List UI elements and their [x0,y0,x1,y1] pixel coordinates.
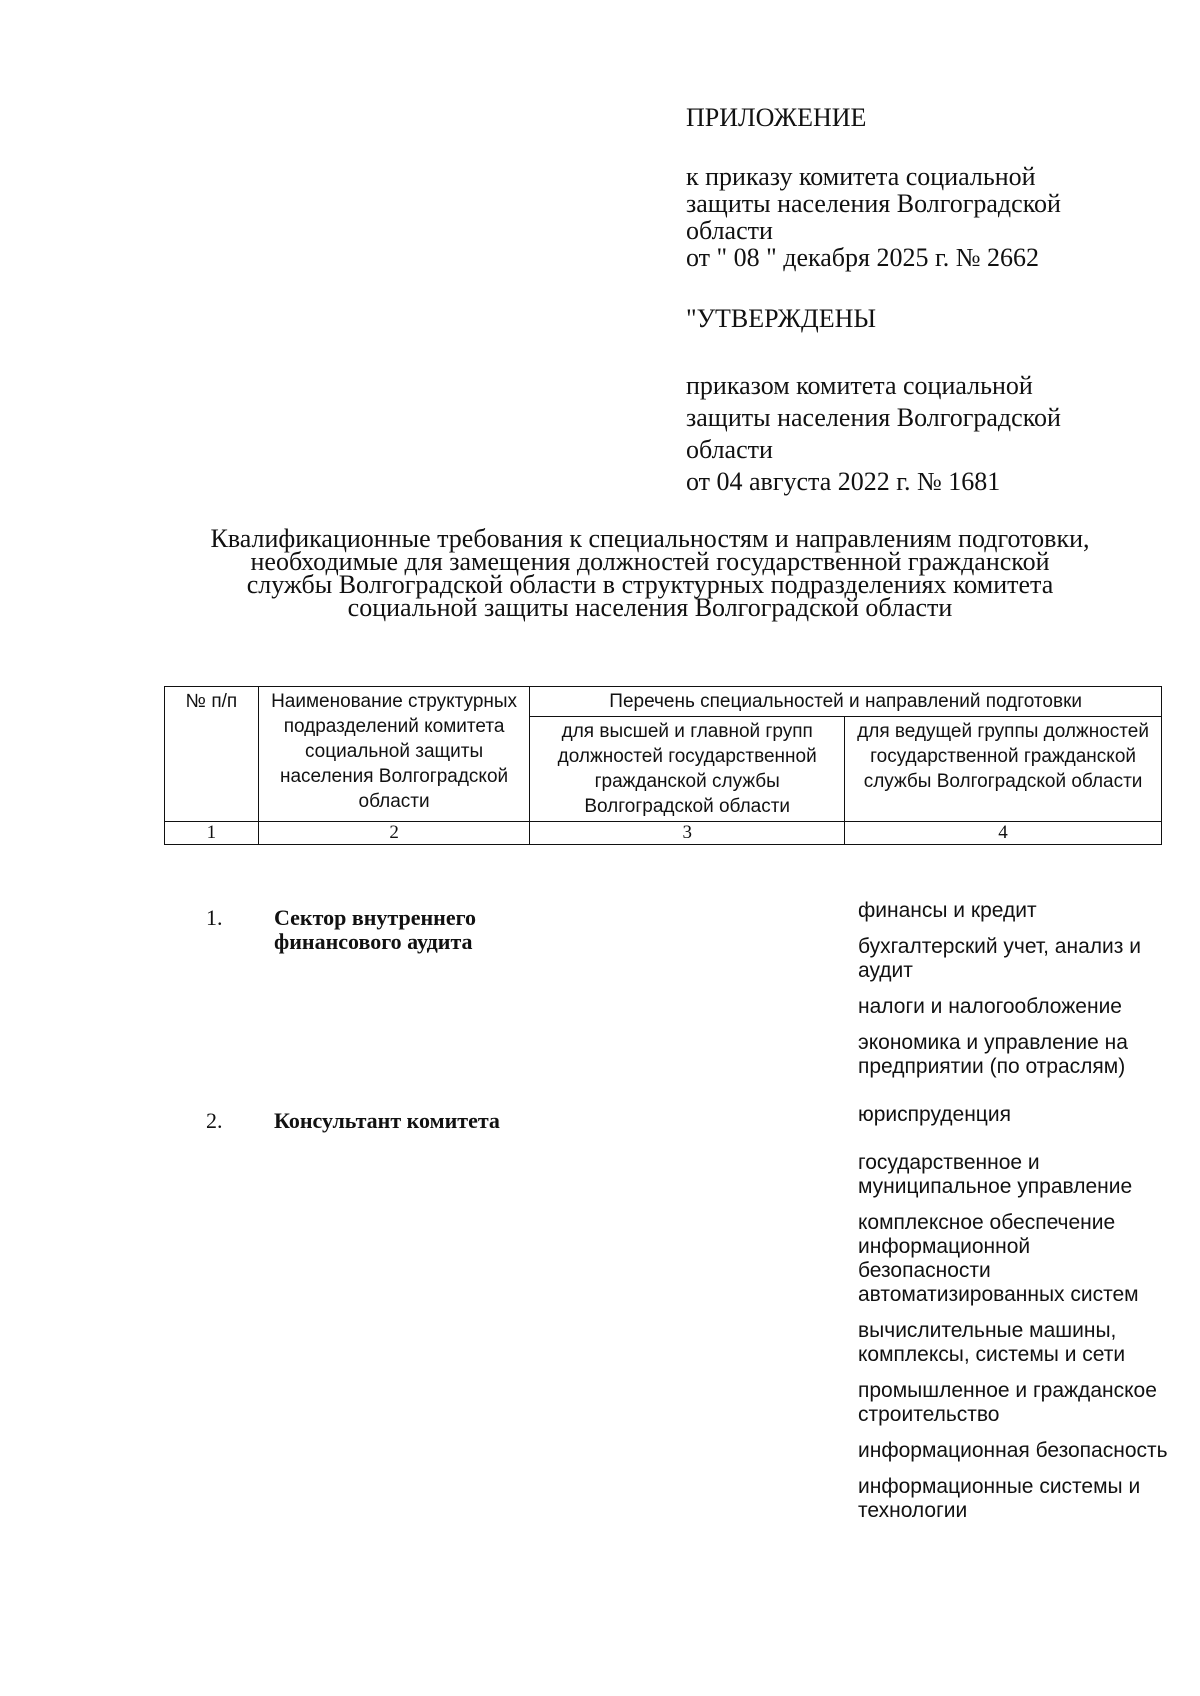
document-title-line: службы Волгоградской области в структурных подразделениях комитета [246,570,1054,599]
entry-specialties [858,1103,1168,1535]
header-no: № п/п [165,687,259,822]
document-title [150,524,1150,622]
approved-by-line: приказом комитета социальной [686,371,1033,400]
approved-by-line: защиты населения Волгоградской [686,403,1061,432]
specialty-item: информационная безопасность [858,1439,1168,1462]
specialty-item: экономика и управление на предприятии (по отраслям) [858,1031,1128,1078]
to-order-line: к приказу комитета социальной [686,162,1036,191]
requirements-table-header [164,686,1162,845]
header-unit: Наименование структурных подразделений комитета социальной защиты населения Волгоградской области [258,687,529,822]
entry-number: 1. [206,905,223,930]
approved-by-line: области [686,435,773,464]
approved-heading: "УТВЕРЖДЕНЫ [686,304,877,333]
specialty-item: бухгалтерский учет, анализ и аудит [858,935,1141,982]
specialty-item: информационные системы и технологии [858,1475,1141,1522]
header-higher-groups: для высшей и главной групп должностей государственной гражданской службы Волгоградской области [530,717,845,822]
header-leading-group: для ведущей группы должностей государственной гражданской службы Волгоградской области [845,717,1162,822]
entry-specialties [858,899,1168,1091]
to-order-line: защиты населения Волгоградской [686,189,1061,218]
appendix-title: ПРИЛОЖЕНИЕ [686,103,867,132]
specialty-item: промышленное и гражданское строительство [858,1379,1157,1426]
entry-number: 2. [206,1108,223,1133]
to-order-reference [686,163,1156,271]
entry-unit-name: Консультант комитета [274,1108,500,1133]
specialty-item: финансы и кредит [858,899,1037,922]
specialty-item: юриспруденция [858,1103,1011,1126]
header-specs: Перечень специальностей и направлений подготовки [530,687,1162,717]
appendix-block [686,104,1156,498]
approved-by-reference [686,370,1156,498]
specialty-item: комплексное обеспечение информационной безопасности автоматизированных систем [858,1211,1139,1306]
specialty-item: налоги и налогообложение [858,995,1122,1018]
to-order-date-number: от " 08 " декабря 2025 г. № 2662 [686,243,1040,272]
entry-unit-name: Сектор внутреннего финансового аудита [274,905,477,954]
document-title-line: необходимые для замещения должностей государственной гражданской [250,547,1050,576]
table-header-row [165,687,1162,717]
column-number: 4 [845,822,1162,845]
document-title-line: Квалификационные требования к специальностям и направлениям подготовки, [210,524,1090,553]
column-number: 1 [165,822,259,845]
specialty-item: вычислительные машины, комплексы, системы и сети [858,1319,1126,1366]
column-number-row [165,822,1162,845]
approved-by-date-number: от 04 августа 2022 г. № 1681 [686,467,1001,496]
document-title-line: социальной защиты населения Волгоградской области [347,593,953,622]
specialty-item: государственное и муниципальное управление [858,1151,1133,1198]
column-number: 2 [258,822,529,845]
column-number: 3 [530,822,845,845]
to-order-line: области [686,216,773,245]
